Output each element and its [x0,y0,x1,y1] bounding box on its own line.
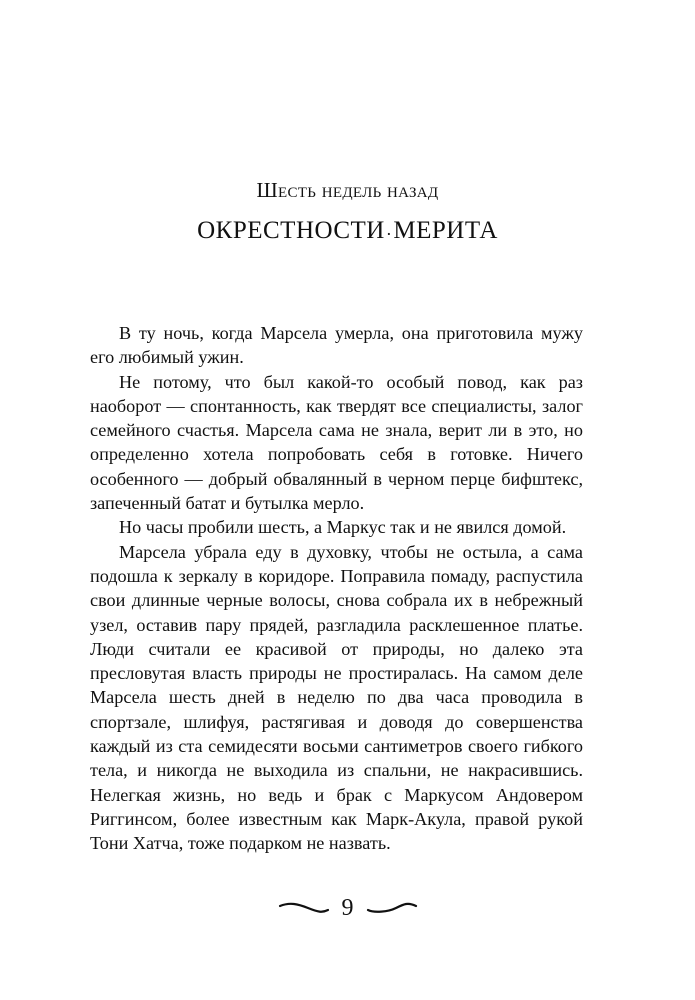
paragraph: Но часы пробили шесть, а Маркус так и не явился домой. [119,517,567,538]
left-swash-ornament [278,901,330,915]
right-swash-ornament [366,901,418,915]
paragraph: Не потому, что был какой-то особый повод, как раз наоборот — спонтанность, как твердят все специалисты, залог семейного счастья. Марсела сама не знала, верит ли в это, но определенно хотела попробовать себя в готовке. Ничего особенного — добрый обвалянный в черном перце бифштекс, запеченный батат и бутылка мерло. [90,371,583,514]
body-text [90,321,583,856]
chapter-title [0,214,695,249]
page-folio [0,888,695,928]
page-number: 9 [341,895,354,921]
paragraph: Марсела убрала еду в духовку, чтобы не остыла, а сама подошла к зеркалу в коридоре. Поправила помаду, распустила свои длинные черные волосы, снова собрала их в небрежный узел, оставив пару прядей, разгладила расклешенное платье. Люди считали ее красивой от природы, но далеко эта пресловутая власть природы не простиралась. На самом деле Марсела шесть дней в неделю по два часа проводила в спортзале, шлифуя, растягивая и доводя до совершенства каждый из ста семидесяти восьми сантиметров своего гибкого тела, и никогда не выходила из спальни, не накрасившись. Нелегкая жизнь, но ведь и брак с Маркусом Андовером Риггинсом, более известным как Марк-Акула, правой рукой Тони Хатча, тоже подарком не назвать. [90,541,583,854]
chapter-subtitle: Шесть недель назад [256,178,439,202]
paragraph: В ту ночь, когда Марсела умерла, она приготовила мужу его любимый ужин. [90,323,583,368]
chapter-title-separator: · [385,224,393,244]
chapter-title-part1: ОКРЕСТНОСТИ [197,217,385,244]
chapter-title-part2: МЕРИТА [393,217,498,244]
